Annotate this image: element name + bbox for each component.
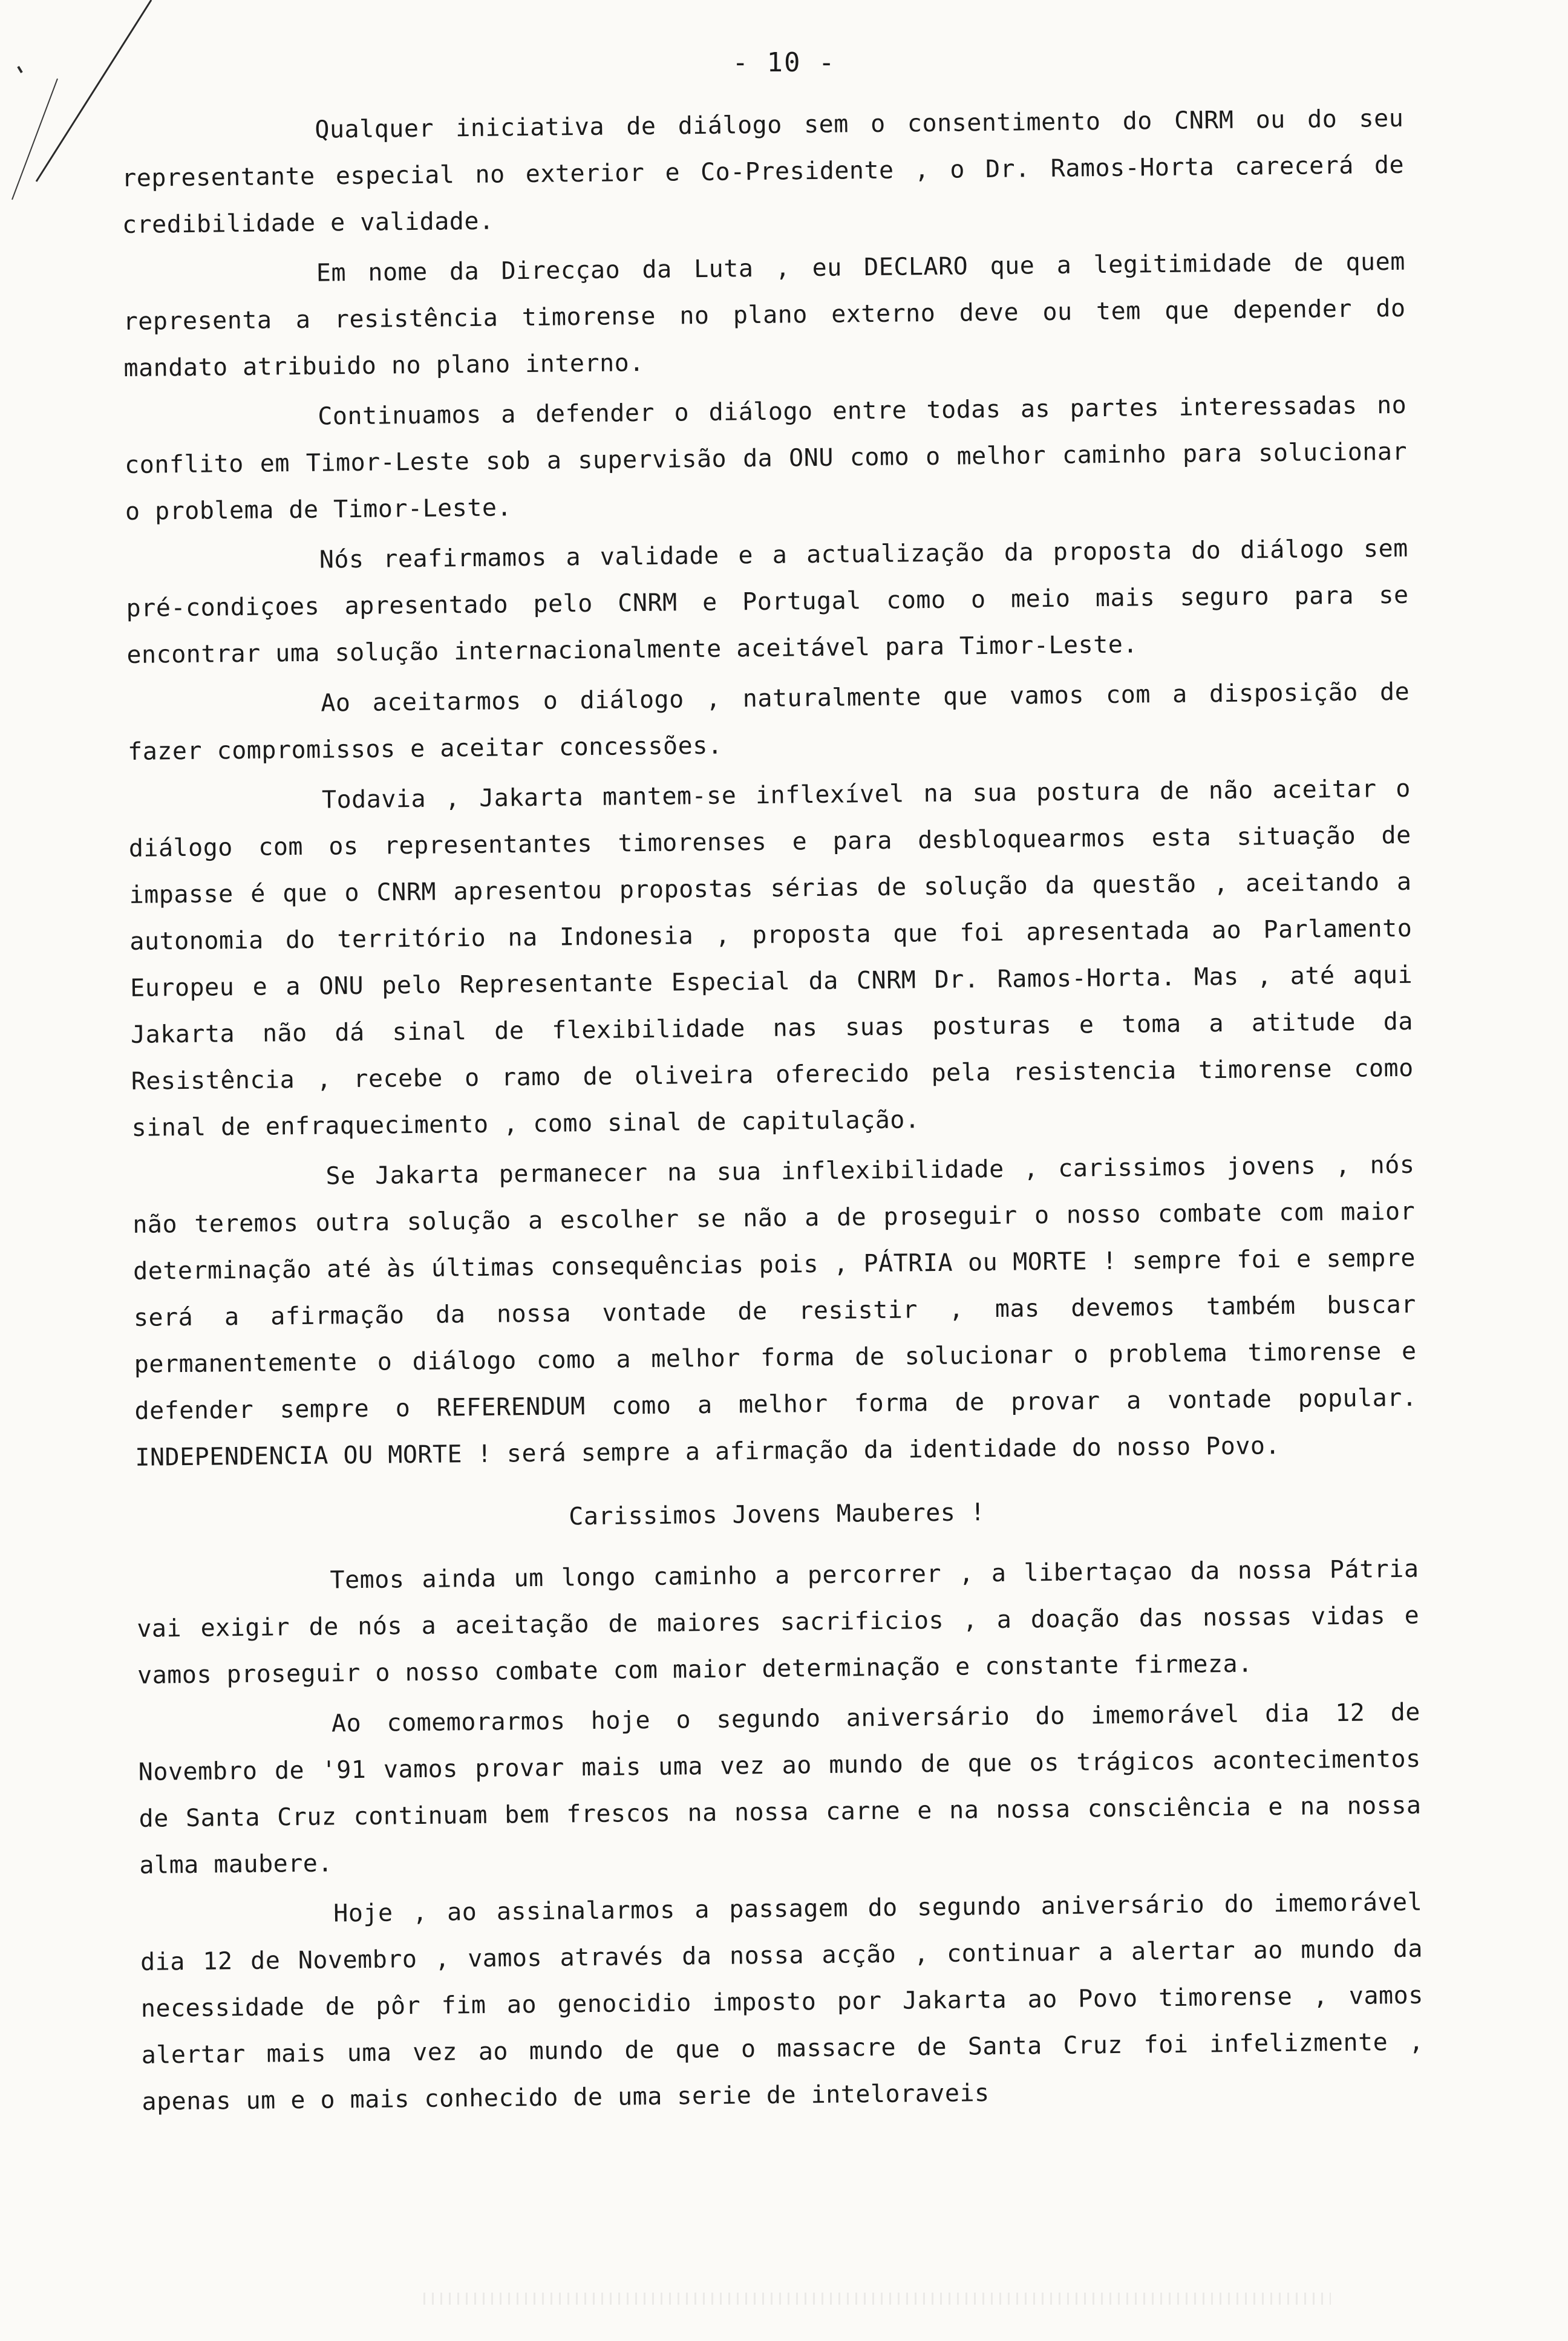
paragraph: Qualquer iniciativa de diálogo sem o consentimento do CNRM ou do seu representante especial no exterior e Co-Presidente , o Dr. Ramos-Horta carecerá de credibilidade e validade.: [121, 104, 1405, 239]
scan-noise-strip: [423, 2293, 1331, 2305]
paragraph: Continuamos a defender o diálogo entre todas as partes interessadas no conflito em Timor-Leste sob a supervisão da ONU como o melhor caminho para solucionar o problema de Timor-Leste.: [124, 391, 1408, 526]
paragraph: Nós reafirmamos a validade e a actualização da proposta do diálogo sem pré-condiçoes apresentado pelo CNRM e Portugal como o meio mais seguro para se encontrar uma solução internacionalmente aceitável para Timor-Leste.: [126, 534, 1409, 669]
paragraph: Ao comemorarmos hoje o segundo aniversário do imemorável dia 12 de Novembro de '91 vamos provar mais uma vez ao mundo de que os trágicos acontecimentos de Santa Cruz continuam bem frescos na nossa carne e na nossa consciência e na nossa alma maubere.: [138, 1698, 1422, 1879]
paragraph: Temos ainda um longo caminho a percorrer , a libertaçao da nossa Pátria vai exigir de nós a aceitação de maiores sacrificios , a doação das nossas vidas e vamos proseguir o nosso combate com maior determinação e constante firmeza.: [137, 1555, 1420, 1690]
paragraph: Todavia , Jakarta mantem-se inflexível na sua postura de não aceitar o diálogo com os representantes timorenses e para desbloquearmos esta situação de impasse é que o CNRM apresentou propostas sérias de solução da questão , aceitando a autonomia do território na Indonesia , proposta que foi apresentada ao Parlamento Europeu e a ONU pelo Representante Especial da CNRM Dr. Ramos-Horta. Mas , até aqui Jakarta não dá sinal de flexibilidade nas suas posturas e toma a atitude da Resistência , recebe o ramo de oliveira oferecido pela resistencia timorense como sinal de enfraquecimento , como sinal de capitulação.: [128, 774, 1414, 1142]
paragraph: Se Jakarta permanecer na sua inflexibilidade , carissimos jovens , nós não teremos outra solução a escolher se não a de proseguir o nosso combate com maior determinação até às últimas consequências pois , PÁTRIA ou MORTE ! sempre foi e sempre será a afirmação da nossa vontade de resistir , mas devemos também buscar permanentemente o diálogo como a melhor forma de solucionar o problema timorense e defender sempre o REFERENDUM como a melhor forma de provar a vontade popular. INDEPENDENCIA OU MORTE ! será sempre a afirmação da identidade do nosso Povo.: [132, 1151, 1417, 1472]
paragraph: Hoje , ao assinalarmos a passagem do segundo aniversário do imemorável dia 12 de Novembro , vamos através da nossa acção , continuar a alertar ao mundo da necessidade de pôr fim ao genocidio imposto por Jakarta ao Povo timorense , vamos alertar mais uma vez ao mundo de que o massacre de Santa Cruz foi infelizmente , apenas um e o mais conhecido de uma serie de inteloraveis: [140, 1888, 1424, 2116]
section-heading: Carissimos Jovens Mauberes !: [569, 1498, 985, 1531]
letter-body: [121, 96, 1425, 2126]
page-number: - 10 -: [732, 47, 836, 78]
paragraph: Ao aceitarmos o diálogo , naturalmente que vamos com a disposição de fazer compromissos e aceitar concessões.: [127, 677, 1410, 766]
paragraph: Em nome da Direcçao da Luta , eu DECLARO que a legitimidade de quem representa a resistência timorense no plano externo deve ou tem que depender do mandato atribuido no plano interno.: [123, 247, 1406, 382]
